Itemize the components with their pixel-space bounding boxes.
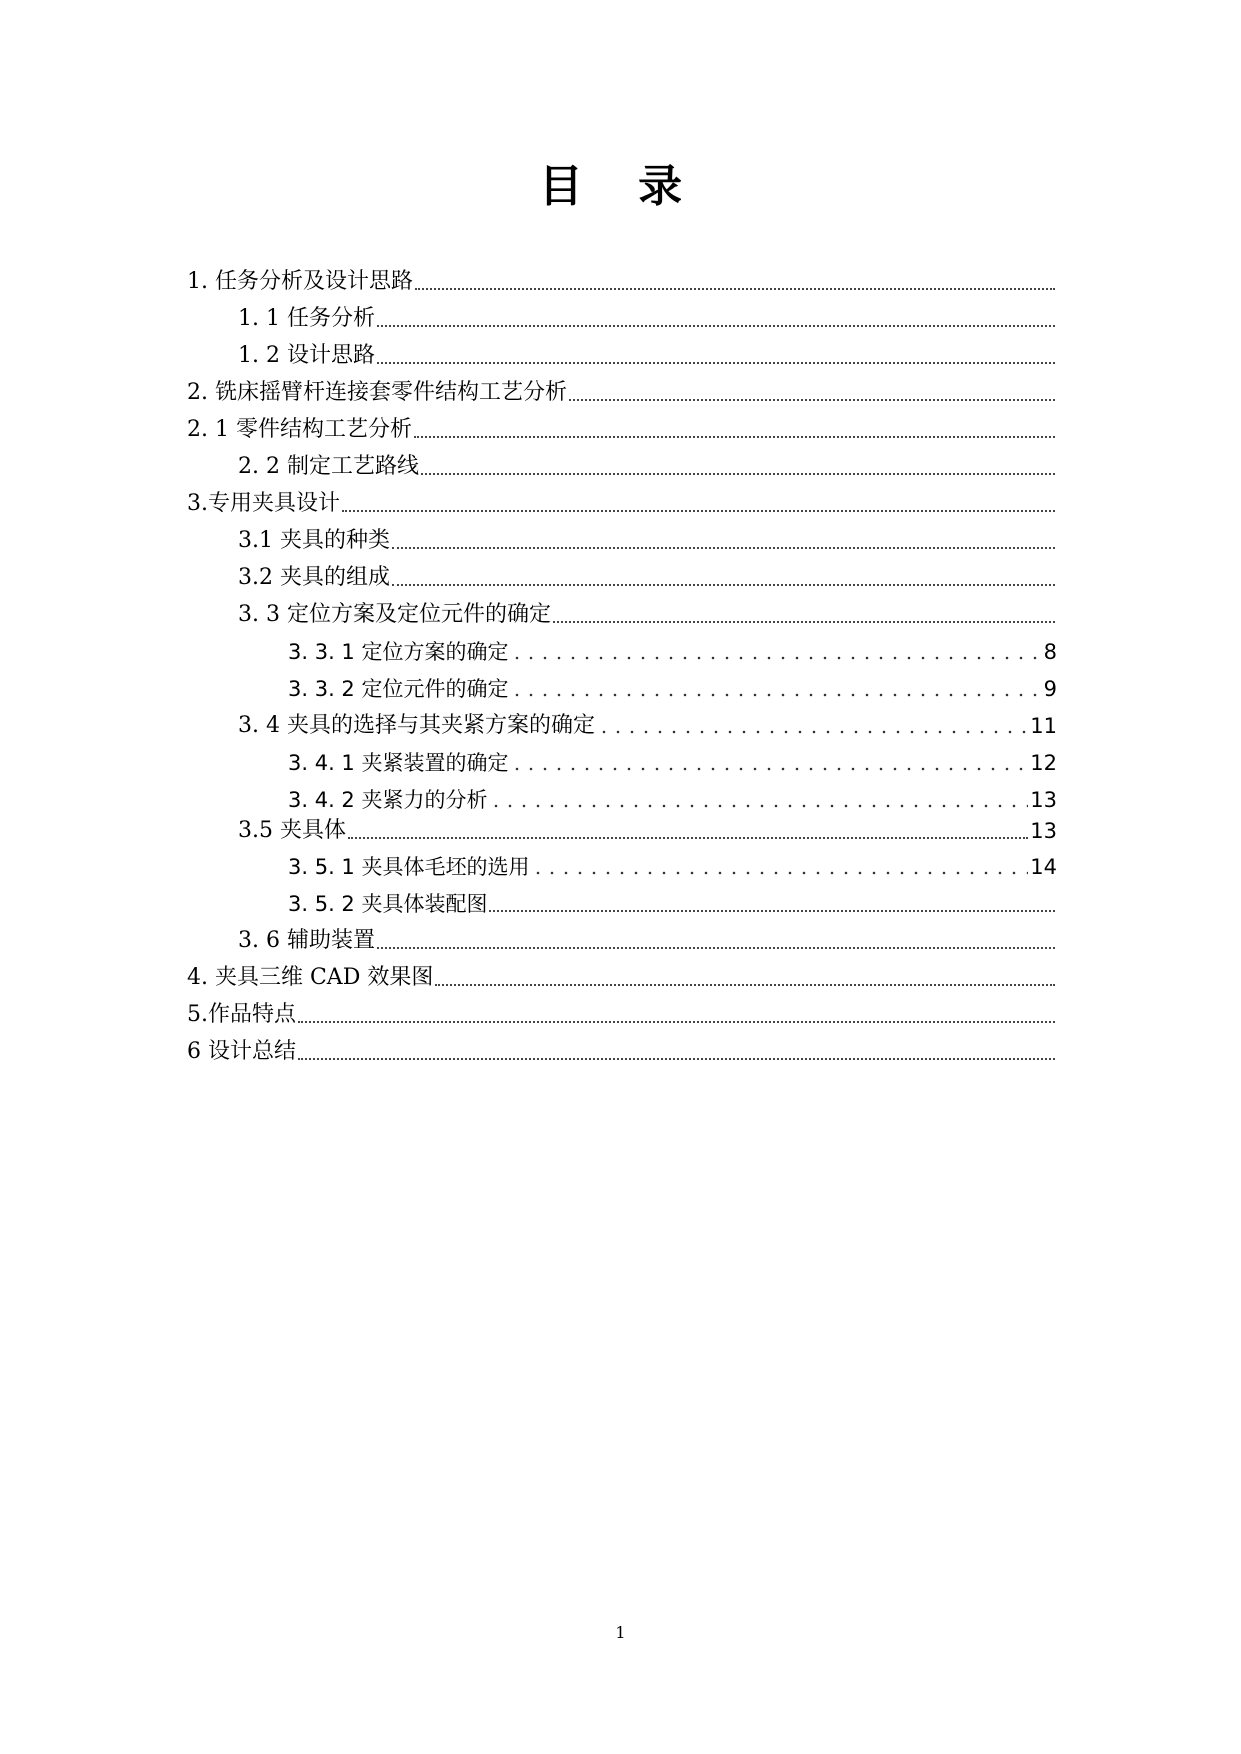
toc-leader (435, 984, 1055, 986)
toc-entry[interactable] (288, 884, 1057, 918)
toc-leader (510, 693, 1041, 697)
toc-entry[interactable] (288, 632, 1057, 666)
toc-leader (553, 621, 1055, 623)
toc-leader (569, 399, 1055, 401)
toc-entry-label: 5.作品特点 (187, 1002, 296, 1027)
toc-leader (377, 325, 1055, 327)
toc-entry-label: 3.5 夹具体 (238, 818, 346, 843)
toc-entry[interactable] (288, 847, 1057, 881)
toc-entry-label: 3.2 夹具的组成 (238, 565, 390, 590)
toc-entry-label: 1. 2 设计思路 (238, 343, 375, 368)
toc-entry[interactable] (238, 299, 1057, 333)
toc-entry-label: 3. 3 定位方案及定位元件的确定 (238, 602, 551, 627)
toc-entry[interactable] (238, 706, 1057, 740)
toc-entry-label: 3. 4 夹具的选择与其夹紧方案的确定 (238, 713, 595, 738)
toc-entry[interactable] (288, 743, 1057, 777)
page-number: 1 (615, 1623, 626, 1642)
toc-entry-page: 14 (1030, 855, 1057, 879)
toc-entry-page: 13 (1030, 788, 1057, 812)
toc-entry-page: 12 (1030, 751, 1057, 775)
toc-entry-page: 8 (1043, 640, 1057, 664)
toc-leader (415, 288, 1055, 290)
toc-entry-label: 6 设计总结 (187, 1039, 296, 1064)
toc-entry[interactable] (238, 921, 1057, 955)
toc-entry[interactable] (238, 521, 1057, 555)
toc-leader (510, 656, 1041, 660)
toc-entry-page: 13 (1030, 819, 1057, 843)
toc-entry[interactable] (187, 410, 1057, 444)
toc-entry[interactable] (187, 484, 1057, 518)
toc-entry[interactable] (238, 558, 1057, 592)
toc-entry[interactable] (238, 811, 1057, 845)
toc-entry-label: 3. 4. 2 夹紧力的分析 (288, 788, 488, 812)
toc-entry[interactable] (288, 669, 1057, 703)
toc-entry[interactable] (238, 595, 1057, 629)
toc-entry-label: 3.专用夹具设计 (187, 491, 340, 516)
toc-entry-label: 1. 任务分析及设计思路 (187, 269, 413, 294)
toc-leader (342, 510, 1055, 512)
toc-leader (392, 547, 1055, 549)
toc-leader (348, 837, 1028, 839)
toc-entry[interactable] (238, 336, 1057, 370)
toc-entry-label: 3. 5. 1 夹具体毛坯的选用 (288, 855, 530, 879)
toc-title: 目 录 (538, 161, 703, 212)
toc-leader (421, 473, 1055, 475)
toc-leader (392, 584, 1055, 586)
toc-entry-label: 3. 5. 2 夹具体装配图 (288, 892, 488, 916)
toc-entry[interactable] (187, 262, 1057, 296)
toc-leader (298, 1021, 1055, 1023)
toc-leader (377, 947, 1055, 949)
toc-leader (597, 730, 1028, 734)
toc-entry[interactable] (187, 1032, 1057, 1066)
toc-entry-label: 4. 夹具三维 CAD 效果图 (187, 965, 434, 990)
toc-leader (377, 362, 1055, 364)
toc-entry-label: 2. 铣床摇臂杆连接套零件结构工艺分析 (187, 380, 567, 405)
toc-leader (531, 871, 1028, 875)
toc-entry-label: 2. 2 制定工艺路线 (238, 454, 419, 479)
toc-leader (489, 804, 1028, 808)
toc-entry-page: 9 (1043, 677, 1057, 701)
toc-leader (489, 910, 1055, 912)
toc-entry[interactable] (187, 958, 1057, 992)
toc-entry-label: 1. 1 任务分析 (238, 306, 375, 331)
toc-entry-page: 11 (1030, 714, 1057, 738)
toc-entry-label: 3. 3. 2 定位元件的确定 (288, 677, 509, 701)
toc-entry-label: 3. 6 辅助装置 (238, 928, 375, 953)
toc-entry[interactable] (187, 995, 1057, 1029)
toc-entry-label: 2. 1 零件结构工艺分析 (187, 417, 412, 442)
toc-entry-label: 3. 4. 1 夹紧装置的确定 (288, 751, 509, 775)
toc-entry-label: 3.1 夹具的种类 (238, 528, 390, 553)
toc-entry-label: 3. 3. 1 定位方案的确定 (288, 640, 509, 664)
toc-entry[interactable] (187, 373, 1057, 407)
toc-leader (510, 767, 1028, 771)
toc-entry[interactable] (238, 447, 1057, 481)
toc-leader (298, 1058, 1055, 1060)
toc-entry[interactable] (288, 780, 1057, 814)
toc-leader (414, 436, 1055, 438)
